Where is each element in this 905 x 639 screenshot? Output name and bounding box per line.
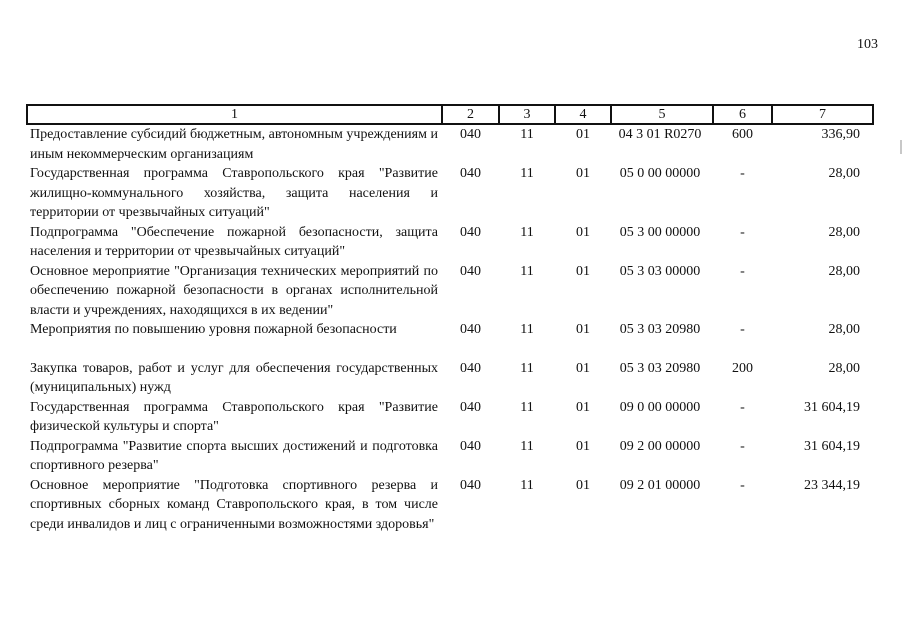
- row-amount: 28,00: [828, 263, 860, 279]
- row-code-6: 200: [732, 360, 753, 376]
- row-code-6: -: [740, 263, 745, 279]
- row-code-2: 040: [460, 360, 481, 376]
- header-col-7: 7: [772, 105, 873, 124]
- table-row: [27, 320, 873, 359]
- row-code-5: 05 3 00 00000: [619, 224, 701, 240]
- row-code-6: 600: [732, 127, 753, 142]
- row-code-3: 11: [520, 322, 534, 337]
- row-code-3: 11: [520, 360, 534, 376]
- row-code-2: 040: [460, 127, 481, 142]
- row-code-4: 01: [576, 399, 590, 415]
- row-code-5: 05 3 03 20980: [619, 360, 701, 376]
- row-code-3: 11: [520, 127, 534, 142]
- row-code-2: 040: [460, 224, 481, 240]
- table-row: [27, 476, 873, 535]
- table-row: [27, 124, 873, 164]
- row-name: Основное мероприятие "Организация технических мероприятий по обеспечению пожарной безопасности в органах исполнительной власти и учреждениях, находящихся в их ведении": [30, 263, 438, 318]
- scan-margin-mark: [900, 140, 902, 154]
- row-amount: 23 344,19: [804, 477, 860, 493]
- row-code-5: 05 3 03 20980: [619, 322, 701, 337]
- row-code-3: 11: [520, 477, 534, 493]
- row-name: Основное мероприятие "Подготовка спортивного резерва и спортивных сборных команд Ставропольского края, в том числе среди инвалидов и лиц с ограниченными возможностями здоровья": [30, 477, 438, 532]
- row-amount: 31 604,19: [804, 438, 860, 454]
- row-code-4: 01: [576, 166, 590, 181]
- row-code-2: 040: [460, 399, 481, 415]
- table-header-row: [27, 105, 873, 124]
- row-code-4: 01: [576, 322, 590, 337]
- row-code-3: 11: [520, 166, 534, 181]
- row-code-6: -: [740, 322, 745, 337]
- row-code-5: 09 2 00 00000: [619, 438, 701, 454]
- row-code-6: -: [740, 438, 745, 454]
- page-number: 103: [857, 37, 878, 52]
- row-code-6: -: [740, 166, 745, 181]
- row-amount: 336,90: [821, 127, 860, 142]
- row-code-4: 01: [576, 438, 590, 454]
- header-col-6: 6: [713, 105, 772, 124]
- row-code-5: 09 2 01 00000: [619, 477, 701, 493]
- row-code-2: 040: [460, 438, 481, 454]
- row-name: Подпрограмма "Развитие спорта высших достижений и подготовка спортивного резерва": [30, 438, 438, 473]
- row-code-3: 11: [520, 399, 534, 415]
- row-code-5: 05 3 03 00000: [619, 263, 701, 279]
- row-code-2: 040: [460, 477, 481, 493]
- table-row: [27, 262, 873, 321]
- row-code-5: 04 3 01 R0270: [618, 127, 702, 142]
- row-code-5: 09 0 00 00000: [619, 399, 701, 415]
- table-row: [27, 359, 873, 398]
- table-row: [27, 398, 873, 437]
- row-amount: 31 604,19: [804, 399, 860, 415]
- row-code-4: 01: [576, 127, 590, 142]
- header-col-5: 5: [611, 105, 713, 124]
- row-amount: 28,00: [828, 360, 860, 376]
- row-name: Подпрограмма "Обеспечение пожарной безопасности, защита населения и территории от чрезвычайных ситуаций": [30, 224, 438, 259]
- row-code-2: 040: [460, 263, 481, 279]
- row-code-4: 01: [576, 360, 590, 376]
- row-amount: 28,00: [828, 224, 860, 240]
- budget-table: [26, 104, 874, 534]
- row-code-6: -: [740, 477, 745, 493]
- row-code-4: 01: [576, 263, 590, 279]
- row-name: Мероприятия по повышению уровня пожарной безопасности: [30, 322, 397, 337]
- row-code-5: 05 0 00 00000: [619, 166, 701, 181]
- row-name: Предоставление субсидий бюджетным, автономным учреждениям и иным некоммерческим организациям: [30, 127, 438, 162]
- table-row: [27, 164, 873, 223]
- row-code-4: 01: [576, 477, 590, 493]
- row-name: Закупка товаров, работ и услуг для обеспечения государственных (муниципальных) нужд: [30, 360, 438, 395]
- header-col-2: 2: [442, 105, 499, 124]
- row-code-6: -: [740, 399, 745, 415]
- row-code-3: 11: [520, 263, 534, 279]
- table-row: [27, 437, 873, 476]
- header-col-1: 1: [27, 105, 442, 124]
- row-code-6: -: [740, 224, 745, 240]
- table-row: [27, 223, 873, 262]
- row-code-3: 11: [520, 224, 534, 240]
- row-code-2: 040: [460, 166, 481, 181]
- row-name: Государственная программа Ставропольского края "Развитие физической культуры и спорта": [30, 399, 438, 434]
- row-amount: 28,00: [828, 166, 860, 181]
- row-amount: 28,00: [828, 322, 860, 337]
- row-code-2: 040: [460, 322, 481, 337]
- header-col-4: 4: [555, 105, 611, 124]
- row-code-4: 01: [576, 224, 590, 240]
- row-name: Государственная программа Ставропольского края "Развитие жилищно-коммунального хозяйства, защита населения и территории от чрезвычайных ситуаций": [30, 166, 438, 220]
- row-code-3: 11: [520, 438, 534, 454]
- header-col-3: 3: [499, 105, 555, 124]
